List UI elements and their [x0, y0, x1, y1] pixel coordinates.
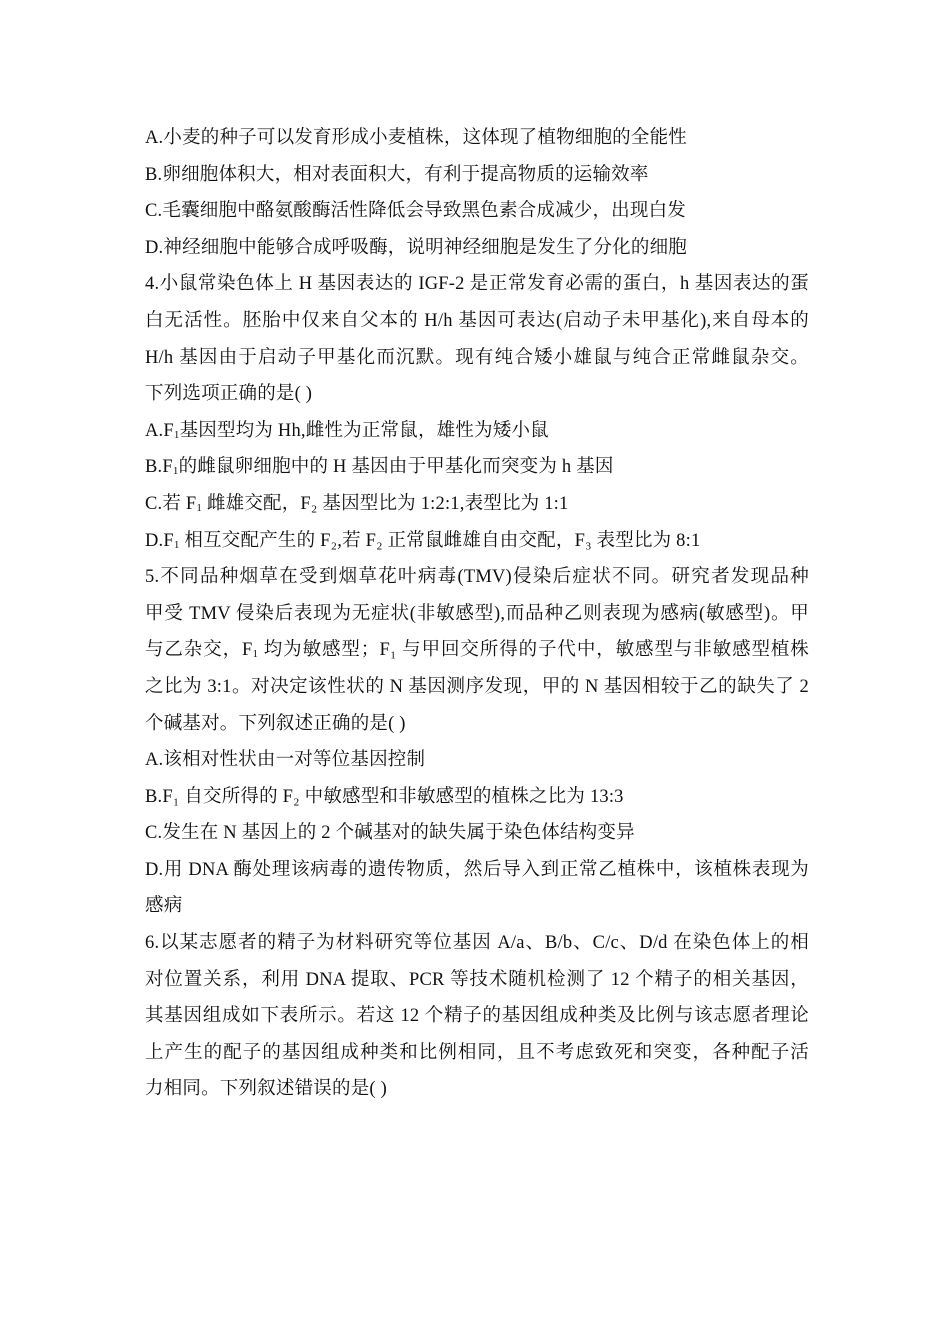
text-line: 4.小鼠常染色体上 H 基因表达的 IGF-2 是正常发育必需的蛋白，h 基因表达的蛋	[145, 274, 809, 295]
text-line: B.F₁ 自交所得的 F₂ 中敏感型和非敏感型的植株之比为 13:3	[145, 786, 624, 807]
text-line: 下列选项正确的是( )	[145, 384, 313, 405]
text-line: 6.以某志愿者的精子为材料研究等位基因 A/a、B/b、C/c、D/d 在染色体上的相	[145, 933, 809, 954]
text-line: 对位置关系，利用 DNA 提取、PCR 等技术随机检测了 12 个精子的相关基因，	[145, 969, 809, 990]
text-line: 之比为 3:1。对决定该性状的 N 基因测序发现，甲的 N 基因相较于乙的缺失了 2	[145, 676, 809, 697]
text-line: 5.不同品种烟草在受到烟草花叶病毒(TMV)侵染后症状不同。研究者发现品种	[145, 567, 809, 588]
text-line: D.用 DNA 酶处理该病毒的遗传物质，然后导入到正常乙植株中，该植株表现为	[145, 859, 809, 880]
text-line: A.小麦的种子可以发育形成小麦植株，这体现了植物细胞的全能性	[145, 128, 687, 148]
text-line: 白无活性。胚胎中仅来自父本的 H/h 基因可表达(启动子未甲基化),来自母本的	[145, 310, 809, 331]
text-line: 感病	[145, 896, 183, 917]
text-line: $A.F_1$基因型均为 Hh,雌性为正常鼠，雄性为矮小鼠	[145, 420, 549, 441]
text-line: H/h 基因由于启动子甲基化而沉默。现有纯合矮小雄鼠与纯合正常雌鼠杂交。	[145, 347, 809, 368]
text-line: $B.F_1$的雌鼠卵细胞中的 H 基因由于甲基化而突变为 h 基因	[145, 457, 614, 478]
text-line: 与乙杂交，$F_1$ 均为敏感型；F₁ 与甲回交所得的子代中，敏感型与非敏感型植株	[145, 640, 809, 661]
text-line: C.若 $F_1$ 雌雄交配，F₂ 基因型比为 1:2:1,表型比为 1:1	[145, 493, 569, 514]
text-line: A.该相对性状由一对等位基因控制	[145, 750, 426, 771]
text-line: 其基因组成如下表所示。若这 12 个精子的基因组成种类及比例与该志愿者理论	[145, 1006, 809, 1027]
text-line: $D.F_1$ 相互交配产生的 F₂,若 F₂ 正常鼠雌雄自由交配，F₃ 表型比为 8:1	[145, 530, 701, 551]
text-line: 力相同。下列叙述错误的是( )	[145, 1079, 387, 1100]
text-line: 上产生的配子的基因组成种类和比例相同，且不考虑致死和突变，各种配子活	[145, 1042, 809, 1063]
text-line: 个碱基对。下列叙述正确的是( )	[145, 713, 406, 734]
text-line: D.神经细胞中能够合成呼吸酶，说明神经细胞是发生了分化的细胞	[145, 237, 687, 258]
document-page	[145, 120, 809, 1108]
text-line: B.卵细胞体积大，相对表面积大，有利于提高物质的运输效率	[145, 164, 649, 185]
text-line: C.发生在 N 基因上的 2 个碱基对的缺失属于染色体结构变异	[145, 823, 635, 844]
text-line: 甲受 TMV 侵染后表现为无症状(非敏感型),而品种乙则表现为感病(敏感型)。甲	[145, 603, 809, 624]
text-line: C.毛囊细胞中酪氨酸酶活性降低会导致黑色素合成减少，出现白发	[145, 201, 686, 222]
